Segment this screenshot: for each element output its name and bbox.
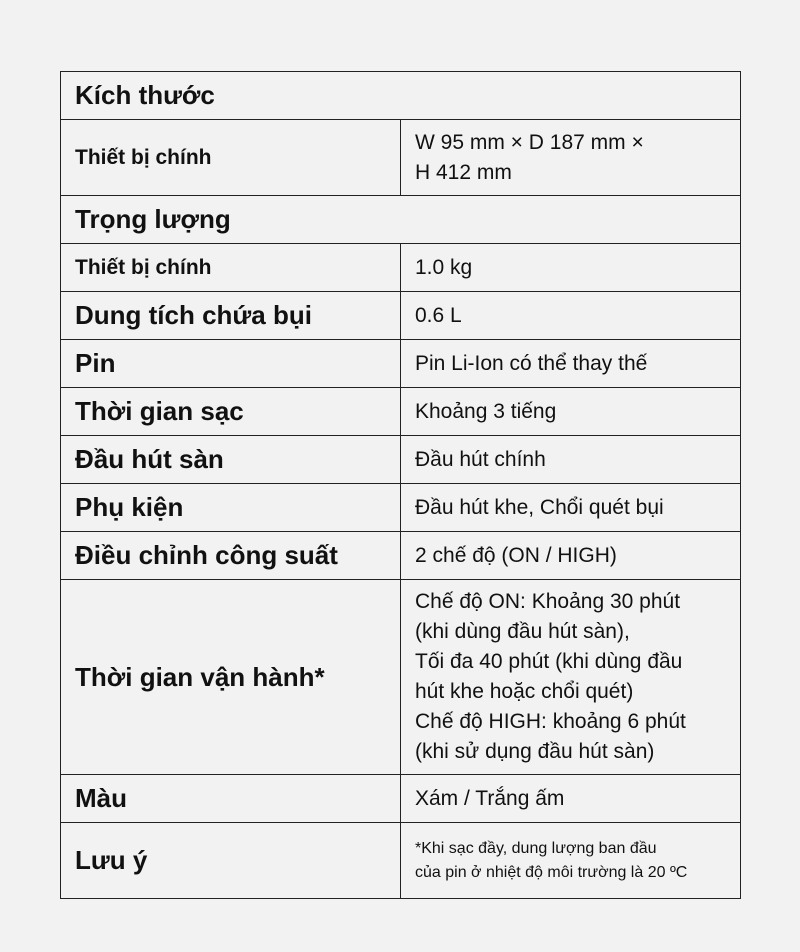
spec-row-accessories <box>61 484 741 532</box>
operating-time-line: (khi dùng đầu hút sàn), <box>415 620 630 643</box>
spec-label-color: Màu <box>61 775 401 823</box>
section-row-dimensions <box>61 72 741 120</box>
spec-value-charge-time: Khoảng 3 tiếng <box>401 388 741 436</box>
spec-row-dimensions-main-unit <box>61 120 741 196</box>
spec-value-weight-main-unit: 1.0 kg <box>401 244 741 292</box>
spec-label-floor-head: Đầu hút sàn <box>61 436 401 484</box>
spec-row-operating-time <box>61 580 741 775</box>
spec-row-weight-main-unit <box>61 244 741 292</box>
spec-label-charge-time: Thời gian sạc <box>61 388 401 436</box>
operating-time-line: (khi sử dụng đầu hút sàn) <box>415 740 655 763</box>
spec-value-accessories: Đầu hút khe, Chổi quét bụi <box>401 484 741 532</box>
spec-value-dimensions-main-unit <box>401 120 741 196</box>
spec-label-battery: Pin <box>61 340 401 388</box>
spec-label-accessories: Phụ kiện <box>61 484 401 532</box>
spec-label-dimensions-main-unit: Thiết bị chính <box>61 120 401 196</box>
section-title-weight: Trọng lượng <box>61 196 741 244</box>
spec-row-color <box>61 775 741 823</box>
spec-label-note: Lưu ý <box>61 823 401 899</box>
operating-time-line: Chế độ HIGH: khoảng 6 phút <box>415 710 686 733</box>
dimensions-value-line: H 412 mm <box>415 160 512 184</box>
spec-label-operating-time: Thời gian vận hành* <box>61 580 401 775</box>
spec-value-floor-head: Đầu hút chính <box>401 436 741 484</box>
spec-row-floor-head <box>61 436 741 484</box>
operating-time-line: Chế độ ON: Khoảng 30 phút <box>415 590 681 613</box>
spec-label-weight-main-unit: Thiết bị chính <box>61 244 401 292</box>
note-line: *Khi sạc đầy, dung lượng ban đầu <box>415 839 657 857</box>
spec-label-dust-capacity: Dung tích chứa bụi <box>61 292 401 340</box>
spec-table <box>60 71 741 899</box>
spec-value-operating-time <box>401 580 741 775</box>
spec-value-battery: Pin Li-Ion có thể thay thế <box>401 340 741 388</box>
operating-time-line: Tối đa 40 phút (khi dùng đầu <box>415 650 683 673</box>
section-title-dimensions: Kích thước <box>61 72 741 120</box>
spec-row-dust-capacity <box>61 292 741 340</box>
spec-row-note <box>61 823 741 899</box>
spec-label-power-adjust: Điều chỉnh công suất <box>61 532 401 580</box>
note-line: của pin ở nhiệt độ môi trường là 20 ºC <box>415 863 688 881</box>
dimensions-value-line: W 95 mm × D 187 mm × <box>415 130 644 154</box>
operating-time-line: hút khe hoặc chổi quét) <box>415 680 634 703</box>
spec-value-color: Xám / Trắng ấm <box>401 775 741 823</box>
spec-row-power-adjust <box>61 532 741 580</box>
spec-row-charge-time <box>61 388 741 436</box>
spec-value-dust-capacity: 0.6 L <box>401 292 741 340</box>
spec-row-battery <box>61 340 741 388</box>
spec-value-power-adjust: 2 chế độ (ON / HIGH) <box>401 532 741 580</box>
section-row-weight <box>61 196 741 244</box>
spec-value-note <box>401 823 741 899</box>
